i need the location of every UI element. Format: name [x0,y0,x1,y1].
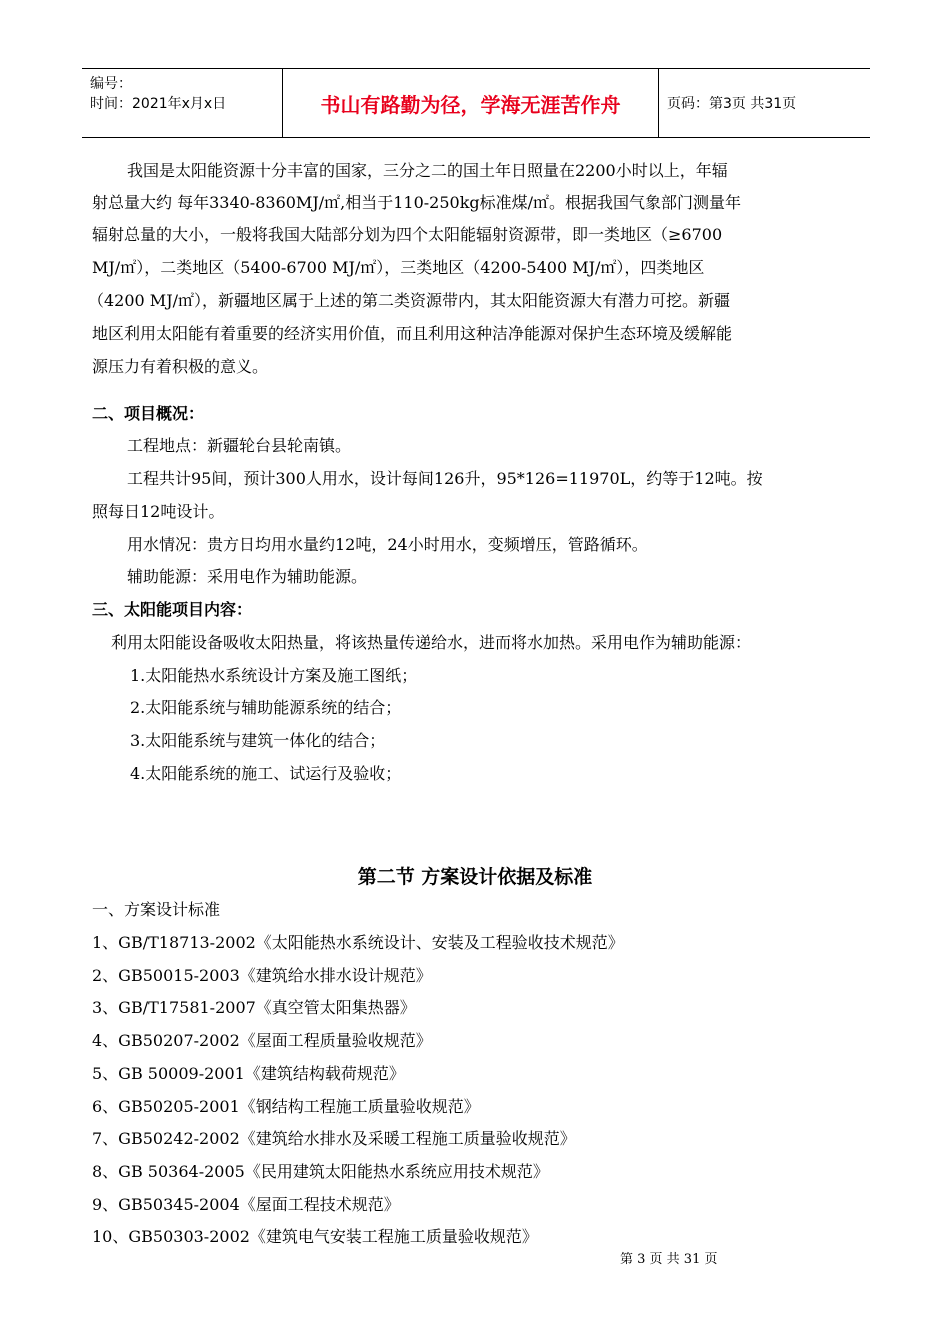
content-intro: 利用太阳能设备吸收太阳热量，将该热量传递给水，进而将水加热。采用电作为辅助能源： [111,633,752,652]
page-footer: 第 3 页 共 31 页 [620,1252,718,1267]
overview-aux-energy: 辅助能源：采用电作为辅助能源。 [127,567,368,586]
overview-heading: 二、项目概况： [92,404,205,423]
header-date: 时间：2021年x月x日 [90,96,227,112]
section-subheading: 一、方案设计标准 [92,900,221,919]
standard-item: 7、GB50242-2002《建筑给水排水及采暖工程施工质量验收规范》 [92,1129,576,1148]
intro-line: 源压力有着积极的意义。 [92,357,269,376]
content-item: 3.太阳能系统与建筑一体化的结合； [130,731,386,750]
intro-line: 射总量大约 每年3340-8360MJ/㎡,相当于110-250kg标准煤/㎡。根据我国气象部门测量年 [92,193,742,212]
standard-item: 4、GB50207-2002《屋面工程质量验收规范》 [92,1031,432,1050]
standard-item: 3、GB/T17581-2007《真空管太阳集热器》 [92,998,416,1017]
intro-line: MJ/㎡），二类地区（5400-6700 MJ/㎡），三类地区（4200-5400 MJ/㎡），四类地区 [92,258,705,277]
overview-total-line: 工程共计95间，预计300人用水，设计每间126升，95*126=11970L，约等于12吨。按 [127,469,763,488]
page-header [82,68,870,138]
standard-item: 9、GB50345-2004《屋面工程技术规范》 [92,1195,400,1214]
header-meta [82,69,282,137]
section-title: 第二节 方案设计依据及标准 [357,866,593,888]
content-heading: 三、太阳能项目内容： [92,600,253,619]
content-item: 1.太阳能热水系统设计方案及施工图纸； [130,666,418,685]
standard-item: 8、GB 50364-2005《民用建筑太阳能热水系统应用技术规范》 [92,1162,549,1181]
header-number-label: 编号： [90,76,132,92]
overview-total-line: 照每日12吨设计。 [92,502,225,521]
standard-item: 2、GB50015-2003《建筑给水排水设计规范》 [92,966,432,985]
header-motto: 书山有路勤为径，学海无涯苦作舟 [282,69,659,137]
standard-item: 10、GB50303-2002《建筑电气安装工程施工质量验收规范》 [92,1227,538,1246]
content-item: 2.太阳能系统与辅助能源系统的结合； [130,698,402,717]
standard-item: 6、GB50205-2001《钢结构工程施工质量验收规范》 [92,1097,480,1116]
standard-item: 1、GB/T18713-2002《太阳能热水系统设计、安装及工程验收技术规范》 [92,933,624,952]
intro-line: 辐射总量的大小，一般将我国大陆部分划为四个太阳能辐射资源带，即一类地区（≥6700 [92,225,723,244]
intro-line: （4200 MJ/㎡），新疆地区属于上述的第二类资源带内，其太阳能资源大有潜力可挖。新疆 [88,291,730,310]
intro-line: 我国是太阳能资源十分丰富的国家，三分之二的国土年日照量在2200小时以上，年辐 [127,161,728,180]
intro-line: 地区利用太阳能有着重要的经济实用价值，而且利用这种洁净能源对保护生态环境及缓解能 [92,324,733,343]
content-item: 4.太阳能系统的施工、试运行及验收； [130,764,402,783]
overview-location: 工程地点：新疆轮台县轮南镇。 [127,436,352,455]
standard-item: 5、GB 50009-2001《建筑结构载荷规范》 [92,1064,405,1083]
header-page-info: 页码：第3页 共31页 [667,96,797,112]
overview-water-use: 用水情况：贵方日均用水量约12吨，24小时用水，变频增压，管路循环。 [127,535,648,554]
